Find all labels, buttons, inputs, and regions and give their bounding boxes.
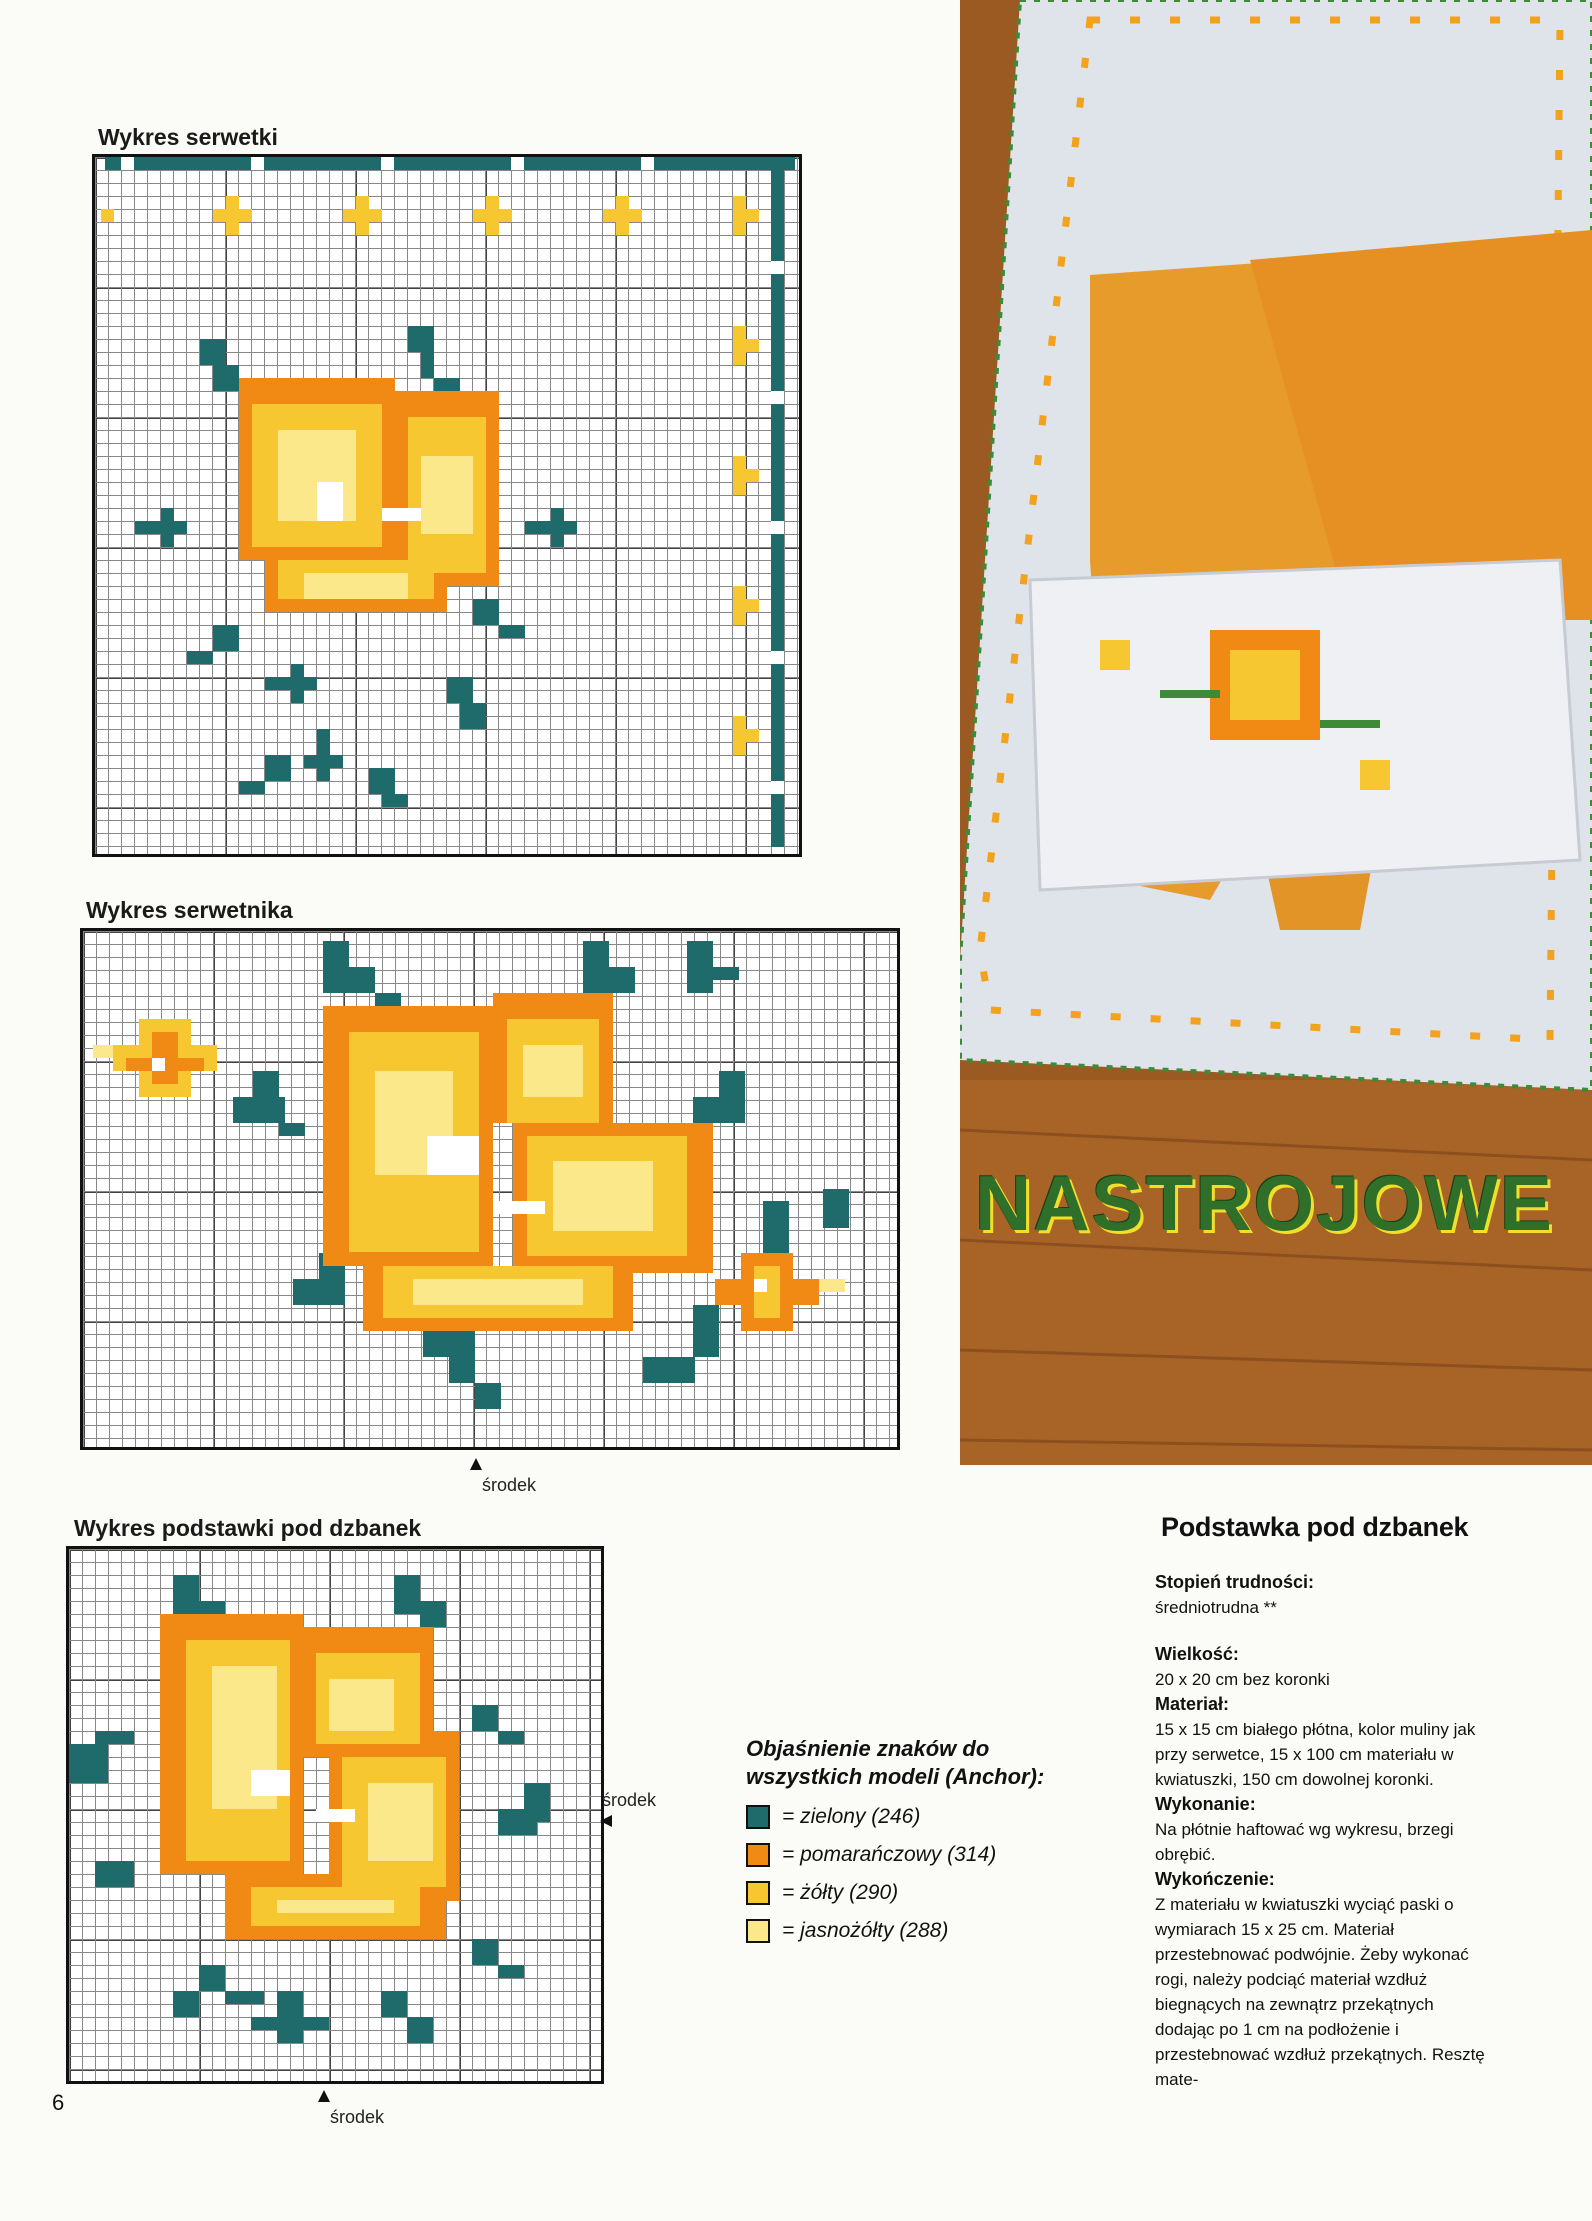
chart-title-podstawka: Wykres podstawki pod dzbanek [74,1515,422,1541]
legend-item [746,1881,1106,1905]
marker-label: środek [330,2107,385,2127]
size-value: 20 x 20 cm bez koronki [1155,1670,1330,1689]
swatch-zolty [746,1881,770,1905]
arrow-left-icon [600,1815,612,1827]
swatch-jasnozolty [746,1919,770,1943]
headline: NASTROJOWE [975,1159,1555,1247]
marker-srodek-bottom [318,2086,384,2128]
legend-item [746,1919,1106,1943]
marker-label: środek [602,1790,657,1810]
size-label: Wielkość: [1155,1644,1239,1664]
legend-label: = zielony (246) [782,1805,921,1828]
chart-podstawka-motif [69,1549,604,2084]
article-title: Podstawka pod dzbanek [1161,1512,1469,1542]
finish-value: Z materiału w kwiatuszki wyciąć paski o wymiarach 15 x 25 cm. Materiał przestebnować podwójnie. Żeby wykonać rogi, należy podciąć materiał wzdłuż biegnących na zewnątrz przekątnych dodając po 1 cm na podłożenie i przestebnować wzdłuż przekątnych. Resztę mate- [1155,1895,1485,2089]
arrow-up-icon [470,1458,482,1470]
chart-podstawka [66,1546,604,2084]
legend-label: = żółty (290) [782,1881,899,1904]
chart-title-serwetka: Wykres serwetki [98,124,278,150]
article [1155,1512,1485,2092]
material-label: Materiał: [1155,1694,1230,1714]
legend-label: = jasnożółty (288) [782,1919,949,1942]
page-number: 6 [52,2090,65,2115]
chart-serwetnik-motif [83,931,900,1450]
chart-serwetka-motif [95,157,802,857]
chart-serwetnik [80,928,900,1450]
legend-label: = pomarańczowy (314) [782,1843,997,1866]
chart-serwetka [92,154,802,857]
swatch-zielony [746,1805,770,1829]
chart-title-serwetnik: Wykres serwetnika [86,897,293,923]
legend-item [746,1843,1106,1867]
arrow-up-icon [318,2090,330,2102]
difficulty-label: Stopień trudności: [1155,1572,1314,1592]
execution-label: Wykonanie: [1155,1794,1256,1814]
legend [746,1735,1106,1943]
legend-item [746,1805,1106,1829]
marker-label: środek [482,1475,537,1495]
legend-title: Objaśnienie znaków do wszystkich modeli (Anchor): [746,1736,1045,1789]
finish-label: Wykończenie: [1155,1869,1275,1889]
marker-srodek-side [600,1790,656,1832]
material-value: 15 x 15 cm białego płótna, kolor muliny jak przy serwetce, 15 x 100 cm materiału w kwiatuszki, 150 cm dowolnej koronki. [1155,1720,1476,1789]
execution-value: Na płótnie haftować wg wykresu, brzegi obrębić. [1155,1820,1454,1864]
difficulty-value: średniotrudna ** [1155,1598,1277,1617]
marker-srodek-serwetnik [470,1454,536,1496]
swatch-pomaranczowy [746,1843,770,1867]
